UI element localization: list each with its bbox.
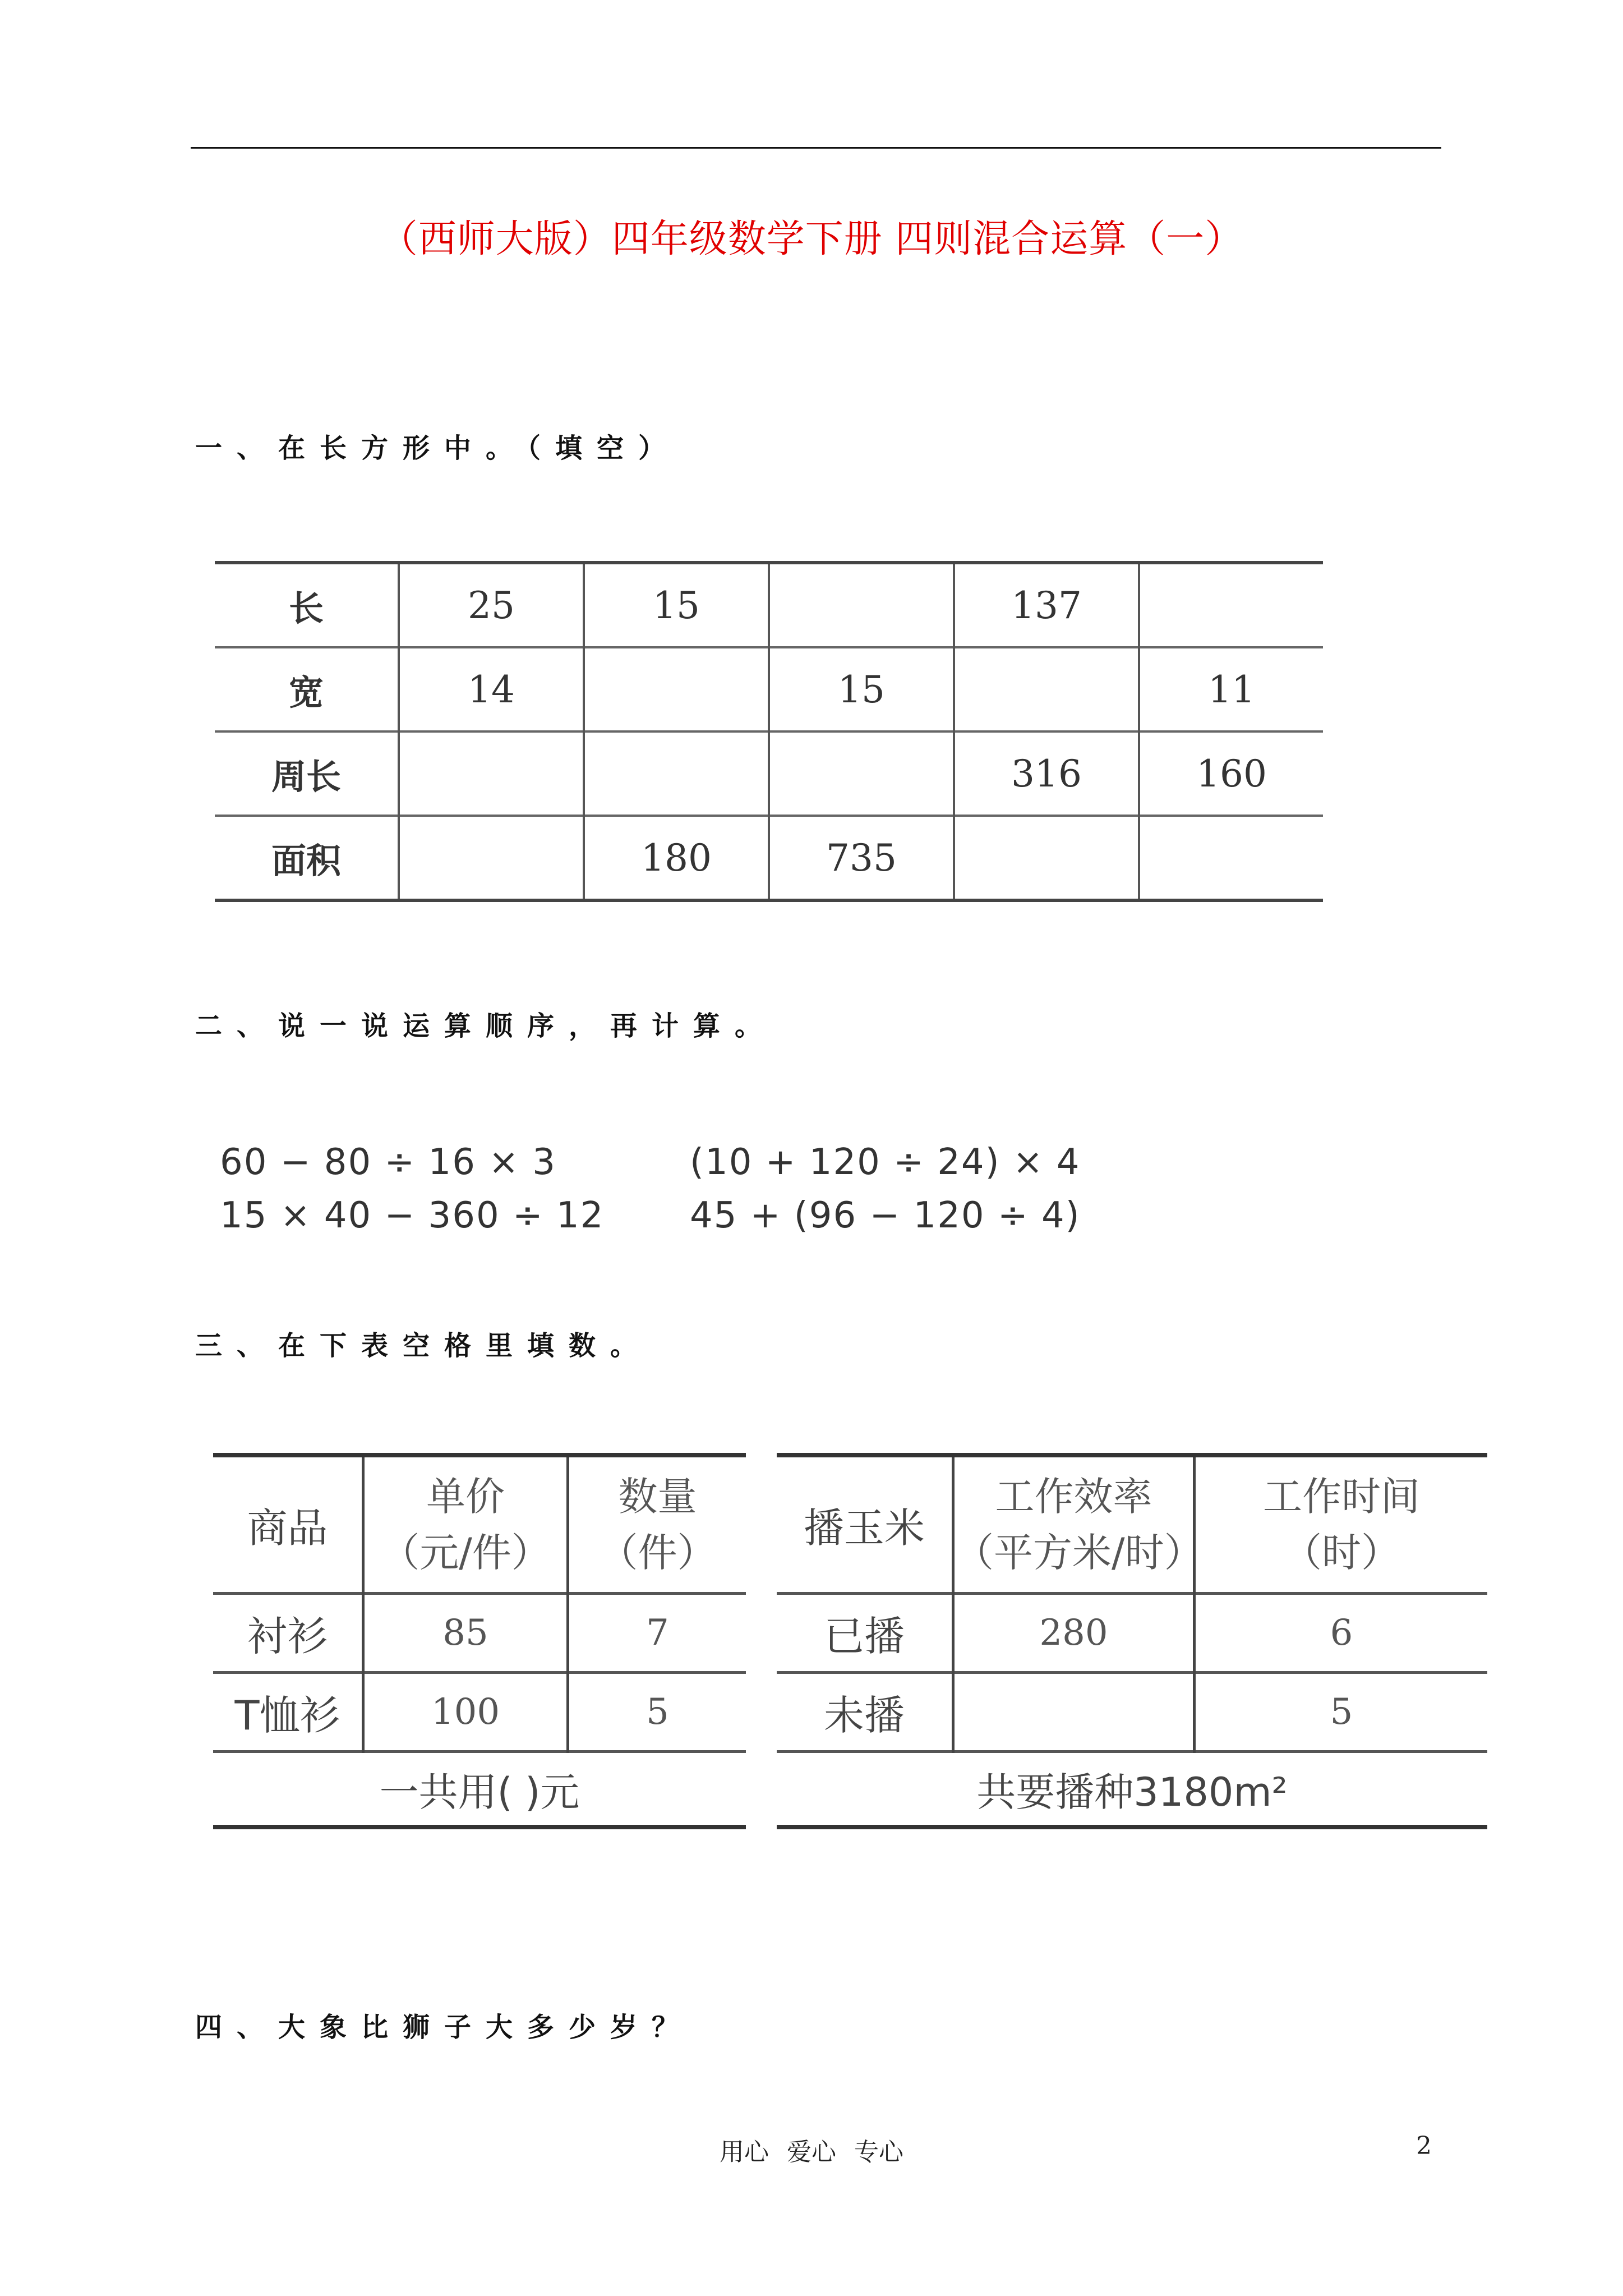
expression: 45 + (96 − 120 ÷ 4) (690, 1195, 1081, 1236)
page-number: 2 (1416, 2132, 1432, 2160)
table-row (215, 816, 1323, 900)
table-cell (399, 816, 584, 900)
table-cell (953, 1673, 1195, 1752)
table-header-row (777, 1455, 1487, 1594)
table-cell: 85 (363, 1594, 568, 1673)
header-line: （时） (1283, 1530, 1400, 1576)
column-header: 播玉米 (777, 1455, 953, 1594)
table-cell (399, 731, 584, 816)
section-3-heading: 三、在下表空格里填数。 (195, 1330, 652, 1361)
table-cell: 14 (399, 647, 584, 731)
header-line: 工作效率 (995, 1474, 1152, 1520)
table-cell: 6 (1195, 1594, 1488, 1673)
expression: 60 − 80 ÷ 16 × 3 (220, 1142, 556, 1183)
table-footer-row (777, 1752, 1487, 1828)
table-cell: 100 (363, 1673, 568, 1752)
table-cell: 280 (953, 1594, 1195, 1673)
header-line: （元/件） (380, 1530, 551, 1576)
page-title: （西师大版）四年级数学下册 四则混合运算（一） (379, 217, 1244, 261)
section-1-heading: 一、在长方形中。（填空） (195, 432, 680, 464)
goods-price-table (213, 1453, 746, 1829)
table-row (213, 1594, 746, 1673)
row-label: 周长 (215, 731, 399, 816)
column-header: 商品 (213, 1455, 363, 1594)
table-cell: 180 (584, 816, 769, 900)
header-line: （件） (598, 1530, 717, 1576)
column-header (568, 1455, 746, 1594)
table-cell: 11 (1139, 647, 1323, 731)
table-cell: 15 (584, 563, 769, 647)
row-label: 未播 (777, 1673, 953, 1752)
table-row (215, 563, 1323, 647)
row-label: 面积 (215, 816, 399, 900)
table-cell (1139, 816, 1323, 900)
row-label: 长 (215, 563, 399, 647)
row-label: 已播 (777, 1594, 953, 1673)
table-cell (769, 731, 954, 816)
table-cell (769, 563, 954, 647)
table-cell: 137 (954, 563, 1139, 647)
header-line: （平方米/时） (955, 1530, 1204, 1576)
table-footer: 一共用( )元 (213, 1752, 746, 1828)
section-2-heading: 二、说一说运算顺序，再计算。 (195, 1010, 777, 1042)
header-line: 工作时间 (1263, 1474, 1420, 1520)
expression: 15 × 40 − 360 ÷ 12 (220, 1195, 605, 1236)
expression: (10 + 120 ÷ 24) × 4 (690, 1142, 1081, 1183)
table-cell (954, 816, 1139, 900)
corn-planting-table (777, 1453, 1487, 1829)
column-header (1195, 1455, 1488, 1594)
table-footer-row (213, 1752, 746, 1828)
row-label: 衬衫 (213, 1594, 363, 1673)
column-header (363, 1455, 568, 1594)
header-line: 单价 (426, 1474, 505, 1520)
table-row (777, 1673, 1487, 1752)
table-cell (954, 647, 1139, 731)
table-footer: 共要播种3180m² (777, 1752, 1487, 1828)
rectangle-table (215, 561, 1323, 902)
table-header-row (213, 1455, 746, 1594)
table-cell (584, 731, 769, 816)
table-row (215, 731, 1323, 816)
table-cell: 15 (769, 647, 954, 731)
table-row (777, 1594, 1487, 1673)
header-rule (191, 147, 1441, 149)
table-cell: 7 (568, 1594, 746, 1673)
table-cell (1139, 563, 1323, 647)
table-cell: 25 (399, 563, 584, 647)
table-cell: 5 (568, 1673, 746, 1752)
section-4-heading: 四、大象比狮子大多少岁？ (195, 2012, 694, 2043)
column-header (953, 1455, 1204, 1594)
table-cell: 735 (769, 816, 954, 900)
table-cell (584, 647, 769, 731)
header-line: 数量 (618, 1474, 697, 1520)
footer-motto: 用心 爱心 专心 (720, 2138, 903, 2166)
table-row (215, 647, 1323, 731)
row-label: 宽 (215, 647, 399, 731)
table-cell: 160 (1139, 731, 1323, 816)
row-label: T恤衫 (213, 1673, 363, 1752)
table-row (213, 1673, 746, 1752)
table-cell: 316 (954, 731, 1139, 816)
table-cell: 5 (1195, 1673, 1488, 1752)
